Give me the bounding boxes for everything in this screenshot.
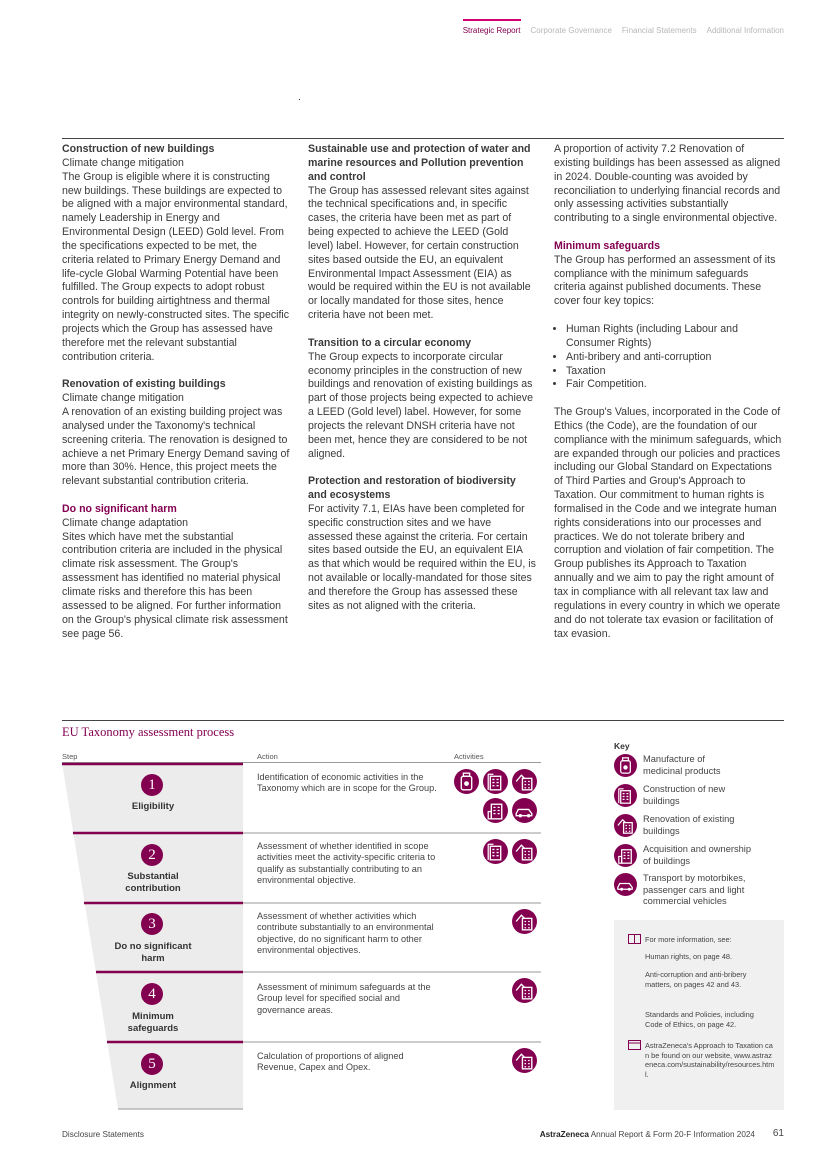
heading-circular: Transition to a circular economy <box>308 336 472 349</box>
heading-water: Sustainable use and protection of water and marine resources and Pollution prevention and control <box>308 143 531 183</box>
nav-additional-information[interactable]: Additional Information <box>706 26 784 35</box>
info-link-anti-corruption[interactable]: Anti-corruption and anti-bribery matters, on pages 42 and 43. <box>645 970 747 989</box>
book-icon <box>628 934 641 944</box>
nav-strategic-report[interactable]: Strategic Report <box>463 18 521 35</box>
list-item: • Fair Competition. <box>566 378 782 392</box>
building-crane-icon <box>614 784 637 807</box>
heading-construction: Construction of new buildings <box>62 143 215 155</box>
heading-minimum-safeguards: Minimum safeguards <box>554 239 660 252</box>
key-label: Transport by motorbikes, passenger cars and light commercial vehicles <box>643 873 746 907</box>
list-item: • Human Rights (including Labour and Consumer Rights) <box>566 323 782 351</box>
page-number: 61 <box>772 1128 784 1139</box>
building-renovation-icon <box>512 909 537 934</box>
key-label: Construction of new buildings <box>643 784 726 806</box>
building-icon <box>614 844 637 867</box>
footer-section: Disclosure Statements <box>62 1130 144 1139</box>
building-renovation-icon <box>614 814 637 837</box>
building-crane-icon <box>483 839 508 864</box>
step-1-action: Identification of economic activities in the Taxonomy which are in scope for the Group. <box>257 772 437 794</box>
nav-financial-statements[interactable]: Financial Statements <box>621 26 697 35</box>
nav-corporate-governance[interactable]: Corporate Governance <box>530 26 612 35</box>
subheading: Climate change mitigation <box>62 156 184 169</box>
footer-brand: AstraZeneca <box>539 1130 589 1139</box>
step-5-action: Calculation of proportions of aligned Revenue, Capex and Opex. <box>257 1051 404 1073</box>
step-3-action: Assessment of whether activities which contribute substantially to an environmental objective, do no significant harm to other environmental objectives. <box>257 911 434 955</box>
heading-biodiversity: Protection and restoration of biodiversity and ecosystems <box>308 475 516 502</box>
list-item: • Anti-bribery and anti-corruption <box>566 351 782 365</box>
medicine-bottle-icon <box>614 754 637 777</box>
building-renovation-icon <box>512 978 537 1003</box>
step-5-number: 5 <box>141 1053 163 1075</box>
paragraph: The Group has performed an assessment of its compliance with the minimum safeguards criteria against published documents. These cover four key topics: <box>554 253 776 308</box>
key-label: Renovation of existing buildings <box>643 814 735 836</box>
paragraph: A renovation of an existing building project was analysed under the Taxonomy's technical screening criteria. The renovation is designed to achieve a net Primary Energy Demand saving of more than 30%. Hence, this project meets the relevant substantial contribution criteria. <box>62 406 290 488</box>
more-info-box <box>614 920 784 1110</box>
step-4-number: 4 <box>141 983 163 1005</box>
step-3-label: Do no significant harm <box>114 941 192 964</box>
footer-report-title: Annual Report & Form 20-F Information 2024 <box>590 1130 755 1139</box>
heading-dnsh: Do no significant harm <box>62 502 177 515</box>
car-icon <box>512 798 537 823</box>
key-label: Acquisition and ownership of buildings <box>643 844 752 866</box>
building-renovation-icon <box>512 1048 537 1073</box>
col-header-action: Action <box>257 752 278 761</box>
subheading: Climate change mitigation <box>62 392 184 405</box>
paragraph: A proportion of activity 7.2 Renovation of existing buildings has been assessed as aligned in 2024. Double-counting was avoided by reconciliation to underlying financial records and only assessing activities substantially contributing to a single environmental objective. <box>554 143 781 225</box>
paragraph: The Group is eligible where it is constructing new buildings. These buildings are expected to be aligned with a major environmental standard, namely Leadership in Energy and Environmental Design (LEED) Gold level. From the specifications expected to be met, the criteria related to Primary Energy Demand and life-cycle Global Warming Potential have been fulfilled. The Group expects to adopt robust controls for building airtightness and thermal integrity on newly-constructed sites. The specific projects which the Group has assessed have therefore met the relevant substantial contribution criteria. <box>62 170 290 363</box>
paragraph: For activity 7.1, EIAs have been completed for specific construction sites and we have assessed these against the criteria. For certain sites based outside the EU, an equivalent EIA as that which would be required within the EU, is not available or locally-mandated for those sites and therefore the Group has assessed these sites as not aligned with the criteria. <box>308 502 536 612</box>
medicine-bottle-icon <box>454 769 479 794</box>
paragraph: The Group's Values, incorporated in the Code of Ethics (the Code), are the foundation of our compliance with the minimum safeguards, which are expanded through our policies and practices including our Global Standard on Expectations of Third Parties and Group's Approach to Taxation. Our commitment to human rights is formalised in the Code and we integrate human rights considerations into our processes and practices. We do not tolerate bribery and corruption and violation of fair competition. The Group publishes its Approach to Taxation annually and we aim to pay the right amount of tax in compliance with all relevant tax law and regulations in every country in which we operate and do not tolerate tax evasion or facilitation of tax evasion. <box>554 406 782 640</box>
step-2-label: Substantial contribution <box>125 871 181 894</box>
building-icon <box>483 798 508 823</box>
building-renovation-icon <box>512 839 537 864</box>
car-icon <box>614 873 637 896</box>
paragraph: The Group has assessed relevant sites against the technical specifications and, in specific cases, the criteria have been met as part of being expected to achieve the LEED (Gold level) label. However, for certain construction sites based outside the EU, an equivalent Environmental Impact Assessment (EIA) as would be required within the EU is not available or locally mandated for those sites, hence criteria have not been met. <box>308 184 531 322</box>
info-link-taxation[interactable]: AstraZeneca's Approach to Taxation can be found on our website, www.astrazeneca.com/sustainability/resources.html. <box>645 1041 775 1079</box>
step-4-action: Assessment of minimum safeguards at the Group level for specified social and governance areas. <box>257 982 431 1015</box>
building-crane-icon <box>483 769 508 794</box>
info-link-standards[interactable]: Standards and Policies, including Code of Ethics, on page 42. <box>645 1010 754 1029</box>
subheading: Climate change adaptation <box>62 516 189 529</box>
key-label: Manufacture of medicinal products <box>643 754 721 776</box>
info-intro: For more information, see: <box>645 935 732 944</box>
list-item: • Taxation <box>566 365 782 379</box>
col-header-step: Step <box>62 752 78 761</box>
step-5-label: Alignment <box>129 1080 177 1091</box>
heading-renovation: Renovation of existing buildings <box>62 378 226 391</box>
key-title: Key <box>614 741 630 751</box>
col-header-activities: Activities <box>454 752 484 761</box>
step-4-label: Minimum safeguards <box>127 1011 179 1034</box>
footer-report <box>540 1130 755 1139</box>
step-3-number: 3 <box>141 913 163 935</box>
building-renovation-icon <box>512 769 537 794</box>
paragraph: Sites which have met the substantial contribution criteria are included in the physical climate risk assessment. The Group's assessment has identified no material physical climate risks and therefore this has been assessed to be aligned. For further information on the Group's physical climate risk assessment see page 56. <box>62 530 288 640</box>
step-2-action: Assessment of whether identified in scope activities meet the activity-specific criteria to qualify as substantially contributing to an environmental objective. <box>257 841 436 885</box>
step-1-label: Eligibility <box>131 801 175 812</box>
process-title: EU Taxonomy assessment process <box>62 725 235 739</box>
step-1-number: 1 <box>141 774 163 796</box>
paragraph: The Group expects to incorporate circular economy principles in the construction of new buildings and renovation of existing buildings as part of those projects being expected to achieve a LEED (Gold level) label. However, for some projects the relevant DNSH criteria have not been met, hence they are considered to be not aligned. <box>308 350 533 460</box>
web-icon <box>628 1040 641 1050</box>
step-2-number: 2 <box>141 844 163 866</box>
info-link-human-rights[interactable]: Human rights, on page 48. <box>645 952 733 961</box>
